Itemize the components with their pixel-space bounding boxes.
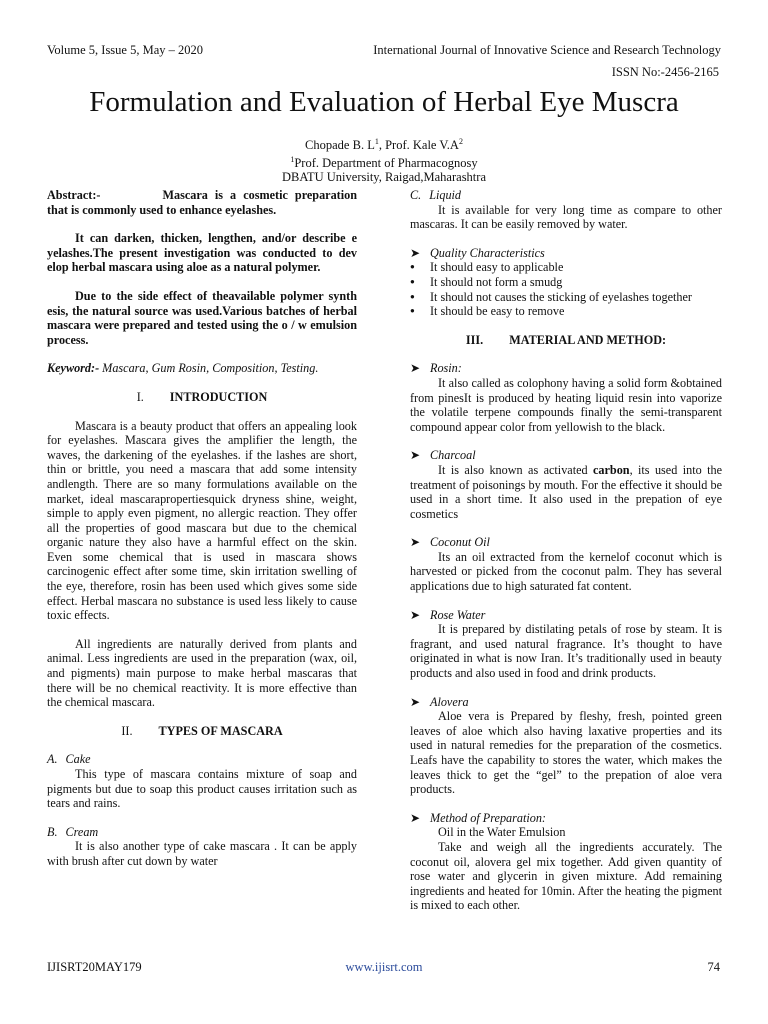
arrow-bullet-icon: ➤ [410,448,421,463]
coconut-heading: ➤ Coconut Oil [410,535,490,550]
method-text: Take and weigh all the ingredients accurately. The coconut oil, alovera gel mix together. Add given quantity of rose water and glycerin in given mixture. Add remaining ingredients and heated for 10min. After the heating the pigment is mixed to each other. [410,839,722,913]
paper-title: Formulation and Evaluation of Herbal Eye Muscra [89,86,679,118]
header-issn: ISSN No:-2456-2165 [611,65,719,79]
list-item: ● It should not causes the sticking of eyelashes together [410,290,722,305]
alovera-heading: ➤ Alovera [410,694,469,709]
footer-website-link[interactable]: www.ijisrt.com [345,960,423,974]
subheading-cake: A. Cake [47,752,91,767]
header-volume: Volume 5, Issue 5, May – 2020 [47,43,204,57]
header-journal: International Journal of Innovative Science and Research Technology [373,43,721,57]
left-column [47,188,357,883]
arrow-bullet-icon: ➤ [410,535,421,550]
cake-text: This type of mascara contains mixture of soap and pigments but due to soap this product causes irritation such as tears and rains. [47,767,357,811]
subheading-liquid: C. Liquid [410,188,462,202]
quality-heading: ➤ Quality Characteristics [410,245,545,260]
arrow-bullet-icon: ➤ [410,810,421,825]
arrow-bullet-icon: ➤ [410,607,421,622]
method-subheading: Oil in the Water Emulsion [438,825,566,840]
author-names: Chopade B. $L^1$, Prof. Kale $V.A^2$ [305,137,463,153]
charcoal-text: It is also known as activated carbon, its used into the treatment of poisonings by mouth. For the effective it should be used in a short time. It also used in the prepation of eye cosmetics [410,462,722,521]
authors-block [0,135,768,185]
list-item: ● It should easy to applicable [410,260,722,275]
right-column [410,188,722,927]
author-university: DBATU University, Raigad,Maharashtra [281,170,486,185]
footer-id: IJISRT20MAY179 [47,960,142,974]
liquid-text: It is available for very long time as compare to other mascaras. It can be easily removed by water. [410,202,722,232]
alovera-text: Aloe vera is Prepared by fleshy, fresh, pointed green leaves of aloe which also having laxative properties and its used in natural remedies for the preparation of the cosmetics. Leafs have the capability to stores the water, which makes the leaves thick to get the “gel” to the prepation of aloe vera products. [410,709,722,797]
list-item: ● It should not form a smudg [410,275,722,290]
quality-list [410,260,722,318]
arrow-bullet-icon: ➤ [410,245,421,260]
list-item: ● It should be easy to remove [410,304,722,319]
intro-p1: Mascara is a beauty product that offers an appealing look for eyelashes. Mascara gives the amplifier the length, the waves, the darkening of the eyelashes. if the lashes are short, thin or brittle, you need a mascara that add some intensity andlength. There are so many formulations available on the market, ideal mascarapropertiesquick dryness shine, weight, simple to apply even pigment, no allergic reaction. They offer all the properties of good mascara but due to the chemical organic nature they also have a harmful effect on the skin. Even some chemical that is used in mascara shows carcinogenic effect after some time, skin irritation swelling of the eye, therefore, rosin has been used which gives some side effect. Herbal mascara no substance is used less likely to cause toxic effects. [47,418,357,623]
method-heading: ➤ Method of Preparation: [410,810,546,825]
rosin-text: It also called as colophony having a solid form &obtained from pinesIt is produced by heating liquid resin into vaporize the volatile terpene compounds finally the semi-transparent compound appear color from yellowish to the black. [410,375,722,434]
subheading-cream: B. Cream [47,824,99,839]
cream-text: It is also another type of cake mascara . It can be apply with brush after cut down by water [47,839,357,868]
abstract-p1: Abstract:- Mascara is a cosmetic preparation that is commonly used to enhance eyelashes. [47,188,357,217]
charcoal-heading: ➤ Charcoal [410,448,476,463]
arrow-bullet-icon: ➤ [410,694,421,709]
rosin-heading: ➤ Rosin: [410,361,462,376]
arrow-bullet-icon: ➤ [410,361,421,376]
keywords: Keyword:- Mascara, Gum Rosin, Composition, Testing. [47,361,319,376]
page-number: 74 [707,960,720,974]
intro-p2: All ingredients are naturally derived from plants and animal. Less ingredients are used in the preparation (wax, oil, and pigments) main purpose to make herbal mascaras that there will be no chemical reactivity. It is more effective than the chemical mascara. [47,636,357,710]
coconut-text: Its an oil extracted from the kernelof coconut which is harvested or picked from the coconut palm. They has several applications due to high saturated fat content. [410,549,722,594]
rose-heading: ➤ Rose Water [410,607,486,622]
section-heading-material: III. MATERIAL AND METHOD: [465,332,667,347]
abstract-p3: Due to the side effect of theavailable polymer synth esis, the natural source was used.Various batches of herbal mascara were prepared and tested using the o / w emulsion process. [47,288,357,347]
section-heading-intro: I. INTRODUCTION [136,389,268,404]
author-affiliation: $^1$Prof. Department of Pharmacognosy [290,154,478,170]
section-heading-types: II. TYPES OF MASCARA [121,723,283,738]
abstract-p2: It can darken, thicken, lengthen, and/or describe e yelashes.The present investigation was conducted to dev elop herbal mascara using aloe as a natural polymer. [47,231,357,275]
rose-text: It is prepared by distilating petals of rose by steam. It is fragrant, and used natural fragrance. It’s thought to have originated in what is now Iran. It’s traditionally used in beauty products and also used in food and drink products. [410,622,722,681]
